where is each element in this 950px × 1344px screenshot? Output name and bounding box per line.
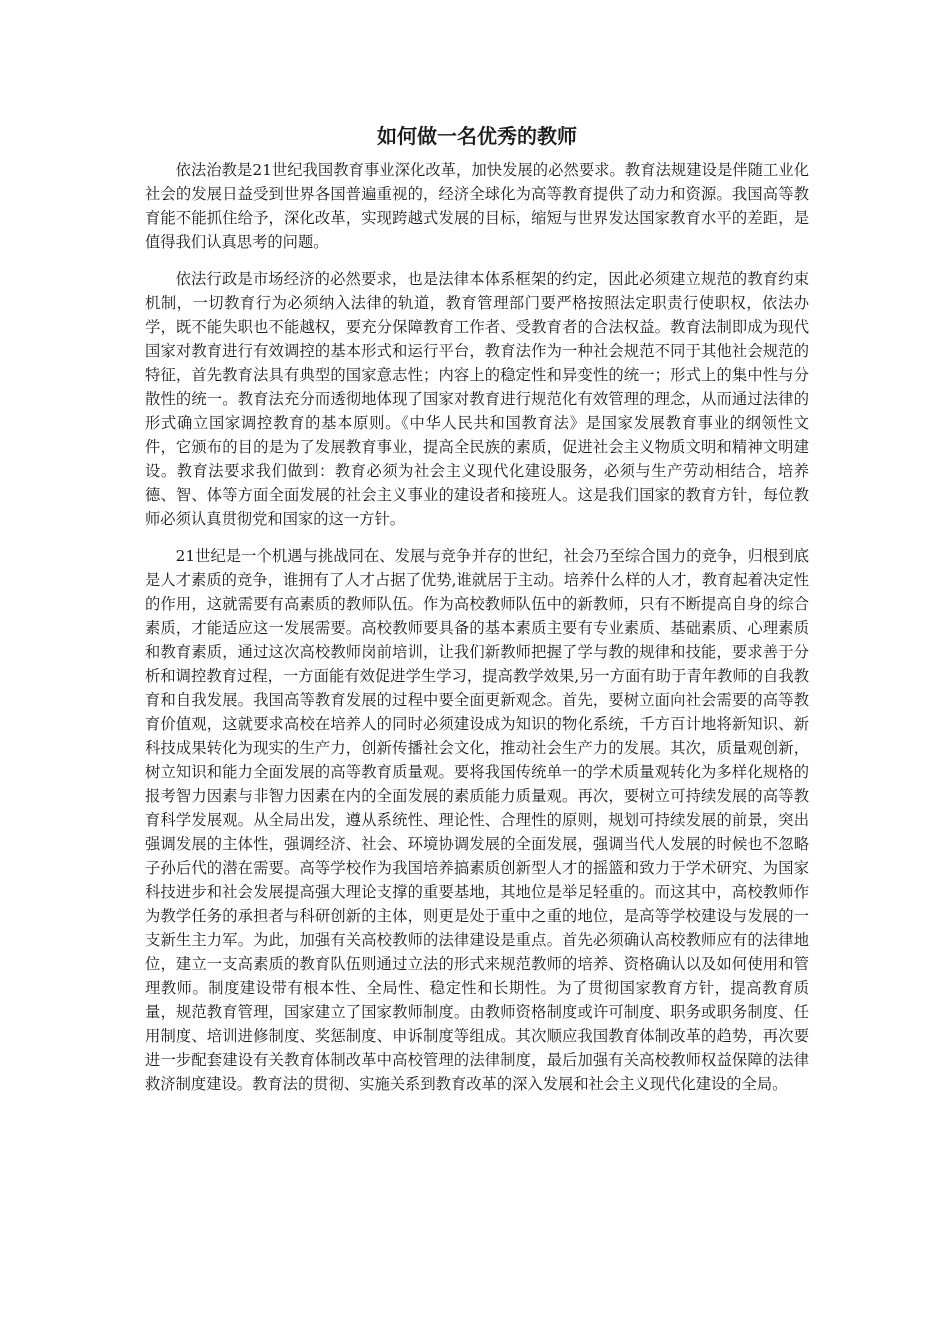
paragraph-2: 依法行政是市场经济的必然要求，也是法律本体系框架的约定，因此必须建立规范的教育约束机制，一切教育行为必须纳入法律的轨道，教育管理部门要严格按照法定职责行使职权，依法办学，既不能失职也不能越权，要充分保障教育工作者、受教育者的合法权益。教育法制即成为现代国家对教育进行有效调控的基本形式和运行平台，教育法作为一种社会规范不同于其他社会规范的特征，首先教育法具有典型的国家意志性；内容上的稳定性和异变性的统一；形式上的集中性与分散性的统一。教育法充分而透彻地体现了国家对教育进行规范化有效管理的理念，从而通过法律的形式确立国家调控教育的基本原则。《中华人民共和国教育法》是国家发展教育事业的纲领性文件，它颁布的目的是为了发展教育事业，提高全民族的素质，促进社会主义物质文明和精神文明建设。教育法要求我们做到：教育必须为社会主义现代化建设服务，必须与生产劳动相结合，培养德、智、体等方面全面发展的社会主义事业的建设者和接班人。这是我们国家的教育方针，每位教师必须认真贯彻党和国家的这一方针。	[145, 270, 809, 528]
document-title: 如何做一名优秀的教师	[377, 124, 577, 148]
paragraph-3: 21世纪是一个机遇与挑战同在、发展与竞争并存的世纪，社会乃至综合国力的竞争，归根到底是人才素质的竞争，谁拥有了人才占据了优势,谁就居于主动。培养什么样的人才，教育起着决定性的作用，这就需要有高素质的教师队伍。作为高校教师队伍中的新教师，只有不断提高自身的综合素质，才能适应这一发展需要。高校教师要具备的基本素质主要有专业素质、基础素质、心理素质和教育素质，通过这次高校教师岗前培训，让我们新教师把握了学与教的规律和技能，要求善于分析和调控教育过程，一方面能有效促进学生学习，提高教学效果,另一方面有助于青年教师的自我教育和自我发展。我国高等教育发展的过程中要全面更新观念。首先，要树立面向社会需要的高等教育价值观，这就要求高校在培养人的同时必须建设成为知识的物化系统，千方百计地将新知识、新科技成果转化为现实的生产力，创新传播社会文化，推动社会生产力的发展。其次，质量观创新，树立知识和能力全面发展的高等教育质量观。要将我国传统单一的学术质量观转化为多样化规格的报考智力因素与非智力因素在内的全面发展的素质能力质量观。再次，要树立可持续发展的高等教育科学发展观。从全局出发，遵从系统性、理论性、合理性的原则，规划可持续发展的前景，突出强调发展的主体性，强调经济、社会、环境协调发展的全面发展，强调当代人发展的时候也不忽略子孙后代的潜在需要。高等学校作为我国培养搞素质创新型人才的摇篮和致力于学术研究、为国家科技进步和社会发展提高强大理论支撑的重要基地，其地位是举足轻重的。而这其中，高校教师作为教学任务的承担者与科研创新的主体，则更是处于重中之重的地位，是高等学校建设与发展的一支新生主力军。为此，加强有关高校教师的法律建设是重点。首先必须确认高校教师应有的法律地位，建立一支高素质的教育队伍则通过立法的形式来规范教师的培养、资格确认以及如何使用和管理教师。制度建设带有根本性、全局性、稳定性和长期性。为了贯彻国家教育方针，提高教育质量，规范教育管理，国家建立了国家教师制度。由教师资格制度或许可制度、职务或职务制度、任用制度、培训进修制度、奖惩制度、申诉制度等组成。其次顺应我国教育体制改革的趋势，再次要进一步配套建设有关教育体制改革中高校管理的法律制度，最后加强有关高校教师权益保障的法律救济制度建设。教育法的贯彻、实施关系到教育改革的深入发展和社会主义现代化建设的全局。	[145, 547, 809, 1093]
document-body	[145, 158, 809, 1109]
paragraph-1: 依法治教是21世纪我国教育事业深化改革，加快发展的必然要求。教育法规建设是伴随工业化社会的发展日益受到世界各国普遍重视的，经济全球化为高等教育提供了动力和资源。我国高等教育能不能抓住给予，深化改革，实现跨越式发展的目标，缩短与世界发达国家教育水平的差距，是值得我们认真思考的问题。	[145, 161, 809, 251]
